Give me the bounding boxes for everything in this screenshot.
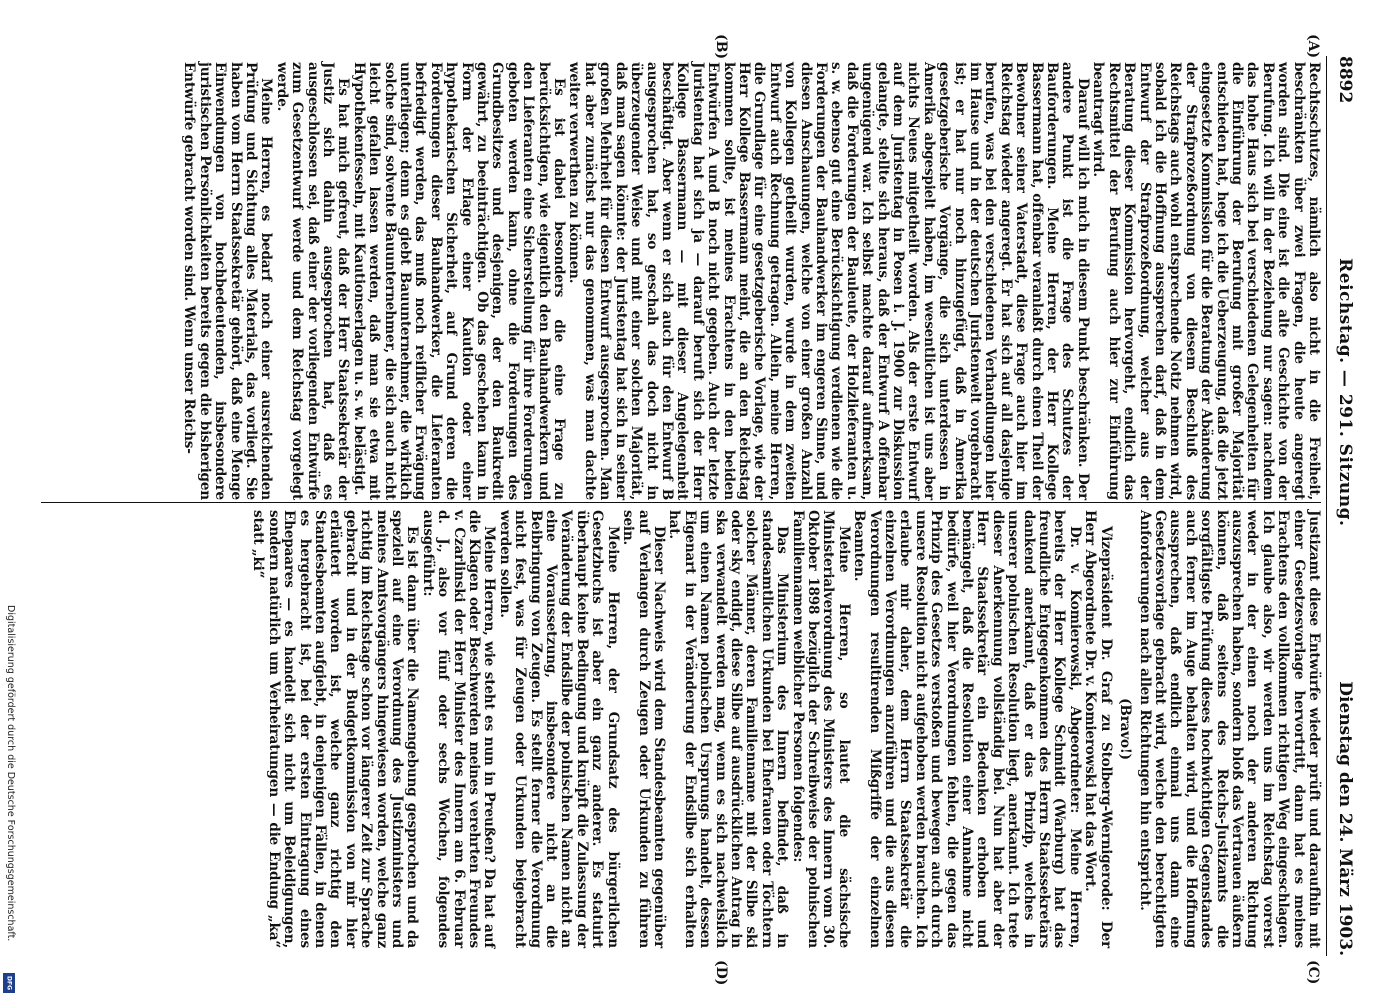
page-header	[1331, 56, 1355, 956]
applause-note: (Bravo!)	[1117, 698, 1134, 760]
paragraph: Meine Herren, es bedarf noch einer ausreichenden Prüfung und Sichtung alles Materials, das vorliegt. Sie haben vom Herrn Staatssekretär gehört, daß eine Menge Einwendungen von hochbedeutenden, insbesondere juristischen Persönlichkeiten bereits gegen die bisherigen Entwürfe gebracht worden sind. Wenn unser Reichs-	[181, 62, 275, 500]
digitization-note: Digitalisierung gefördert durch die Deutsche Forschungsgemeinschaft.	[5, 605, 16, 942]
paragraph: Meine Herren, der Grundsatz des bürgerlichen Gesetzbuchs ist aber ein ganz anderer. Es statuirt überhaupt keine Bedingung und knüpft die Zulassung der Veränderung der Endsilbe der polnischen Namen nicht an eine Voraussetzung, insbesondere nicht an die Beibringung von Zeugen. Es stellt ferner die Verordnung nicht fest, was für Zeugen oder Urkunden beigebracht werden sollen.	[496, 510, 621, 948]
paragraph: Meine Herren, so lautet die sächsische Ministerialverordnung des Ministers des Innern vom 30. Oktober 1898 bezüglich der Schreibweise der polnischen Familiennamen weiblicher Personen folgendes:	[789, 510, 852, 948]
margin-marker-a: (A)	[1305, 34, 1321, 59]
session-date: Dienstag den 24. März 1903.	[1335, 681, 1355, 956]
margin-marker-c: (C)	[1305, 960, 1321, 985]
paragraph: Es hat mich gefreut, daß der Herr Staatssekretär der Justiz sich dahin ausgesprochen hat, daß es ausgeschlossen sei, daß einer der vorliegenden Entwürfe zum Gesetzentwurf werde und dem Reichstag vorgelegt werde.	[273, 62, 352, 500]
speaker-intro: Vizepräsident Dr. Graf zu Stolberg-Wernigerode: Der Herr Abgeordnete Dr. v. Komierowski hat das Wort.	[1082, 510, 1114, 948]
dfg-logo: DFG	[3, 973, 15, 993]
speech-paragraph: Dr. v. Komierowski, Abgeordneter: Meine Herren, bereits der Herr Kollege Schmidt (Warburg) hat das freundliche Entgegenkommen des Herrn Staatssekretärs dankend anerkannt, daß er das Prinzip, welches in unserer polnischen Resolution liegt, anerkannt. Ich trete dieser Anerkennung vollständig bei. Nun hat aber der Herr Staatssekretär ein Bedenken erhoben und bemängelt, daß die Resolution einer Annahme nicht bedürfe, weil hier Verordnungen fehlen, die gegen das Prinzip des Gesetzes verstoßen und bewegen auch durch unsere Resolution nicht aufgehoben werden brauchen. Ich erlaube mir daher, dem Herrn Staatssekretär die einzelnen Verordnungen anzuführen und die aus diesen Verordnungen resultirenden Mißgriffe der einzelnen Beamten.	[851, 510, 1083, 948]
paragraph: Es ist dabei besonders die eine Frage zu berücksichtigen, wie eigentlich den Bauhandwerkern und den Lieferanten eine Sicherstellung für ihre Forderungen geboten werden kann, ohne die Forderungen des Grundbesitzes und desjenigen, der den Baukredit gewährt, zu beeinträchtigen. Ob das geschehen kann in Form der Erlage einer Kaution oder einer hypothekarischen Sicherheit, auf Grund deren die Forderungen dieser Bauhandwerker, die Lieferanten befriedigt werden, das muß noch reiflicher Erwägung unterliegen; denn es giebt Bauunternehmer, die wirklich solche sind, solvente Bauunternehmer, die sich auch nicht leicht gefallen lassen werden, daß man sie etwa mit Hypothekenfesseln, mit Kautionserlagen u. s. w. belästigt.	[350, 62, 568, 500]
left-column	[181, 62, 1321, 500]
quoted-paragraph: Das Ministerium des Innern befindet, daß in standesamtlichen Urkunden bei Ehefrauen oder Töchtern solcher Männer, deren Familienname mit der Silbe ski oder sky endigt, diese Silbe auf ausdrücklichen Antrag in ska verwandelt werden mag, wenn es sich nachweislich um einen Namen polnischen Ursprungs handelt, dessen Eigenart in der Veränderung der Endsilbe sich erhalten hat.	[666, 510, 791, 948]
margin-marker-d: (D)	[713, 960, 729, 986]
header-rule	[1326, 56, 1327, 956]
page-title: Reichstag. — 291. Sitzung.	[1335, 258, 1355, 527]
paragraph: Rechtsschutzes, nämlich also nicht in die Freiheit, beschränkten über zwei Fragen, die heute angeregt worden sind. Die eine ist die alte Geschichte von der Berufung. Ich will in der Beziehung nur sagen: nachdem das hohe Haus sich bei verschiedenen Gelegenheiten für die Einführung der Berufung mit großer Majorität entschieden hat, hege ich die Ueberzeugung, daß die jetzt eingesetzte Kommission für die Beratung der Abänderung der Strafprozeßordnung von diesem Beschluß des Reichstags auch wohl entsprechende Notiz nehmen wird, sobald ich die Hoffnung aussprechen darf, daß in dem Entwurf der Strafprozeßordnung, welcher aus der Beratung dieser Kommission hervorgeht, endlich das Rechtsmittel der Berufung auch hier zur Einführung beantragt wird.	[1090, 62, 1322, 500]
paragraph: Meine Herren, wie steht es nun in Preußen? Da hat auf die Klagen oder Beschwerden meines verehrten Freundes v. Czarlinski der Herr Minister des Innern am 6. Februar d. J., also vor fünf oder sechs Wochen, folgendes ausgeführt:	[419, 510, 498, 948]
right-column	[250, 510, 1321, 948]
margin-marker-b: (B)	[713, 34, 729, 60]
column-divider	[41, 502, 1321, 503]
paragraph: Darauf will ich mich in diesem Punkt beschränken. Der andere Punkt ist die Frage des Schutzes der Bauforderungen. Meine Herren, der Herr Kollege Bassermann hat, offenbar veranlaßt durch einen Theil der Bewohner seiner Vaterstadt, diese Frage auch hier im Reichstag wieder angeregt. Er hat sich auf all dasjenige berufen, was bei den verschiedenen Verhandlungen hier im Hause und in der deutschen Juristenwelt vorgebracht ist; er hat nur noch hinzugefügt, daß in Amerika gesetzgeberische Vorgänge, die sich unterdessen in Amerika abgespielt haben, im wesentlichen ist uns aber nichts Neues mitgetheilt worden. Als der erste Entwurf auf dem Juristentag in Posen i. J. 1900 zur Diskussion gelangte, stellte sich heraus, daß der Entwurf A offenbar ungenügend war. Ich selbst machte darauf aufmerksam, daß die Forderungen der Bauleute, der Holzlieferanten u. s. w. ebenso gut eine Berücksichtigung verdienen wie die Forderungen der Bauhandwerker im engeren Sinne, und diesen Anschauungen, welche von einer großen Anzahl von Kollegen getheilt wurden, wurde in dem zweiten Entwurf auch Rechnung getragen. Allein, meine Herren, die Grundlage für eine gesetzgeberische Vorlage, wie der Herr Kollege Bassermann meint, die an den Reichstag kommen sollte, ist meines Erachtens in den beiden Entwürfen A und B noch nicht gegeben. Auch der letzte Juristentag hat sich ja — darauf beruft sich der Herr Kollege Bassermann — mit dieser Angelegenheit beschäftigt. Aber wenn er sich auch für den Entwurf B ausgesprochen hat, so geschah das doch nicht in überzeugender Weise und mit einer solchen Majorität, daß man sagen könnte: der Juristentag hat sich in seiner großen Mehrheit für diesen Entwurf ausgesprochen. Man hat aber zunächst nur das genommen, was man dachte weiter verwerthen zu können.	[566, 62, 1091, 500]
paragraph: Justizamt diese Entwürfe wieder prüft und daraufhin mit einer Gesetzesvorlage hervortritt, dann hat es meines Erachtens den vollkommen richtigen Weg eingeschlagen. Ich glaube also, wir werden uns im Reichstag vorerst weder in der einen noch der anderen Richtung auszusprechen haben, sondern bloß das Vertrauen äußern können, daß seitens des Reichs-Justizamts die sorgfältigste Prüfung dieses hochwichtigen Gegenstandes auch ferner im Auge behalten wird, und die Hoffnung aussprechen, daß endlich einmal uns dann eine Gesetzesvorlage gebracht wird, welche den berechtigten Anforderungen nach allen Richtungen hin entspricht.	[1136, 510, 1322, 948]
digitization-footer	[2, 605, 16, 995]
page-number: 8892	[1335, 56, 1355, 104]
quoted-paragraph: Es ist dann über die Namengebung gesprochen und da speziell auf eine Verordnung des Justizministers und meines Amtsvorgängers hingewiesen worden, welche ganz richtig im Reichstage schon vor längerer Zeit zur Sprache gebracht und in der Budgetkommission von mir hier erläutert worden ist, welche ganz richtig den Standesbeamten aufgiebt, in denjenigen Fällen, in denen es hergebracht ist, bei der ersten Eintragung eines Ehepaares — es handelt sich nicht um Beleidigungen, sondern natürlich um Verheiratungen — die Endung „ka“ statt „ki“	[250, 510, 421, 948]
quoted-paragraph: Dieser Nachweis wird dem Standesbeamten gegenüber auf Verlangen durch Zeugen oder Urkunden zu führen sein.	[620, 510, 667, 948]
